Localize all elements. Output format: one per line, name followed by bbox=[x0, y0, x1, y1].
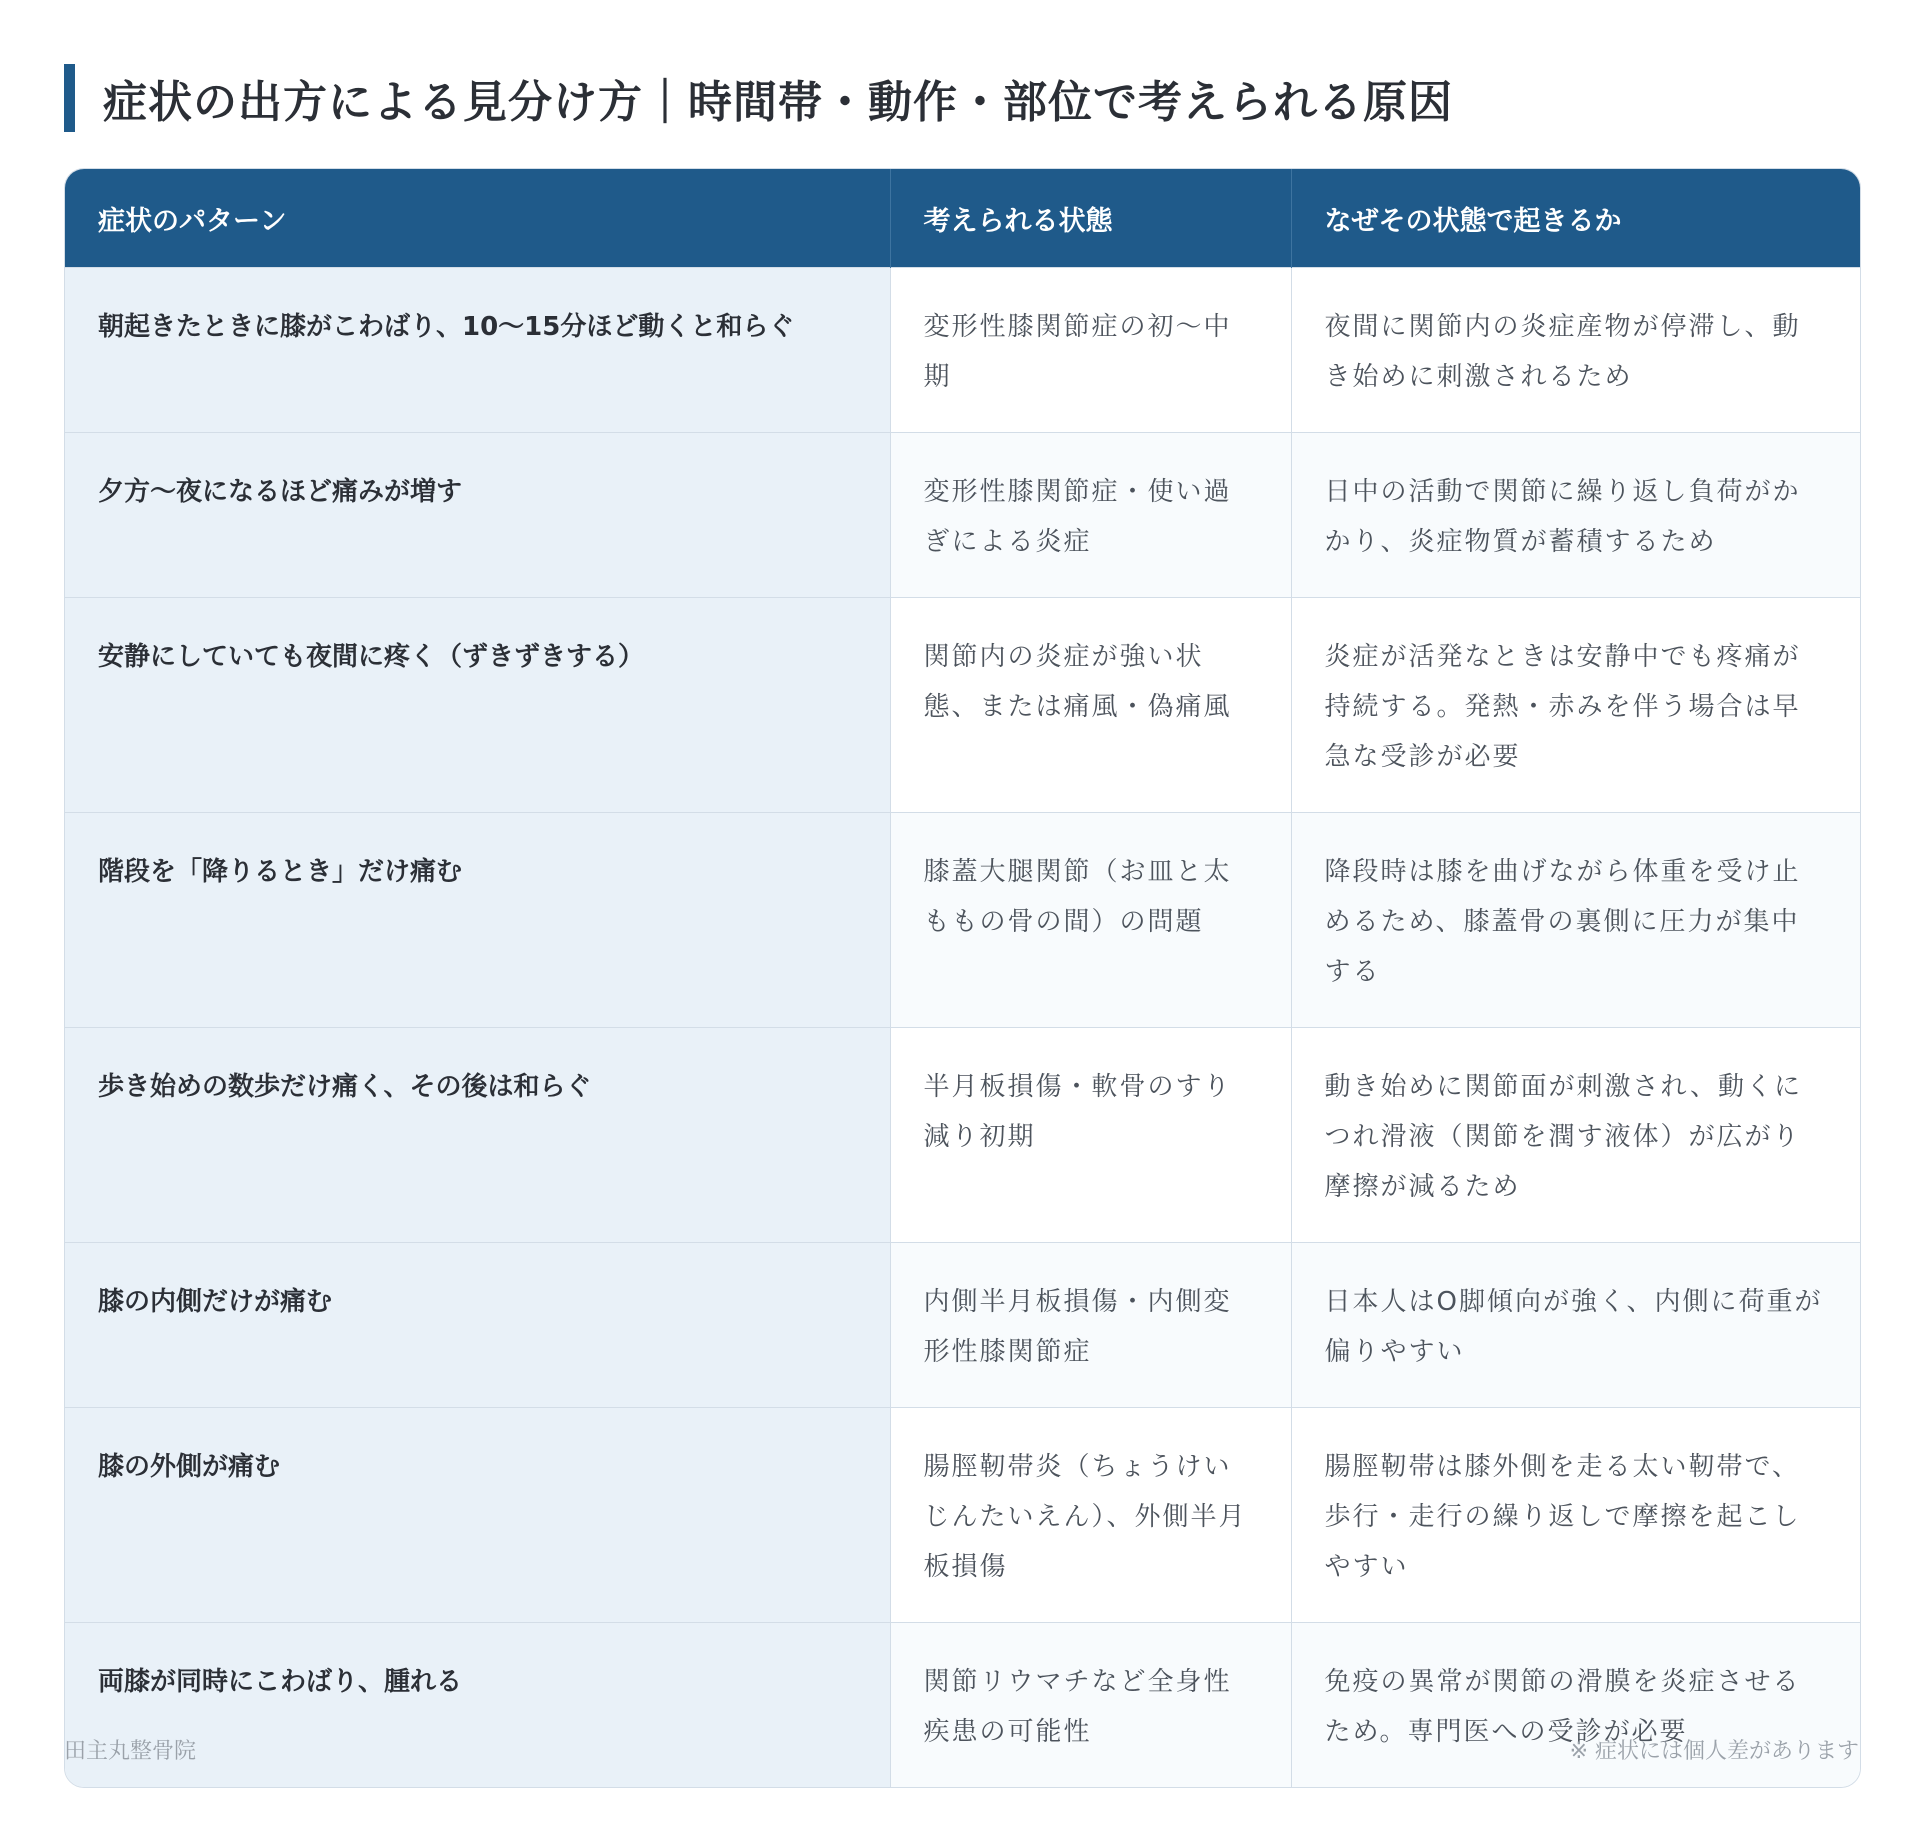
table-row bbox=[65, 1028, 1860, 1243]
reason-cell: 腸脛靭帯は膝外側を走る太い靭帯で、歩行・走行の繰り返しで摩擦を起こしやすい bbox=[1291, 1408, 1860, 1623]
footnote: ※ 症状には個人差があります bbox=[1569, 1739, 1859, 1764]
table-row bbox=[65, 268, 1860, 433]
state-cell: 膝蓋大腿関節（お皿と太ももの骨の間）の問題 bbox=[890, 813, 1291, 1028]
state-cell: 半月板損傷・軟骨のすり減り初期 bbox=[890, 1028, 1291, 1243]
table-header-row bbox=[65, 169, 1860, 268]
reason-cell: 炎症が活発なときは安静中でも疼痛が持続する。発熱・赤みを伴う場合は早急な受診が必要 bbox=[1291, 598, 1860, 813]
table-row bbox=[65, 1408, 1860, 1623]
state-cell: 変形性膝関節症の初〜中期 bbox=[890, 268, 1291, 433]
page-title: 症状の出方による見分け方｜時間帯・動作・部位で考えられる原因 bbox=[103, 77, 1453, 128]
pattern-cell: 階段を「降りるとき」だけ痛む bbox=[65, 813, 890, 1028]
state-cell: 内側半月板損傷・内側変形性膝関節症 bbox=[890, 1243, 1291, 1408]
table-row bbox=[65, 1243, 1860, 1408]
state-cell: 腸脛靭帯炎（ちょうけいじんたいえん）、外側半月板損傷 bbox=[890, 1408, 1291, 1623]
header-reason: なぜその状態で起きるか bbox=[1291, 169, 1860, 268]
pattern-cell: 両膝が同時にこわばり、腫れる bbox=[65, 1623, 890, 1788]
pattern-cell: 歩き始めの数歩だけ痛く、その後は和らぐ bbox=[65, 1028, 890, 1243]
table-row bbox=[65, 813, 1860, 1028]
header-state: 考えられる状態 bbox=[890, 169, 1291, 268]
symptom-table bbox=[64, 168, 1861, 1788]
reason-cell: 免疫の異常が関節の滑膜を炎症させるため。専門医への受診が必要 bbox=[1291, 1623, 1860, 1788]
pattern-cell: 朝起きたときに膝がこわばり、10〜15分ほど動くと和らぐ bbox=[65, 268, 890, 433]
pattern-cell: 夕方〜夜になるほど痛みが増す bbox=[65, 433, 890, 598]
pattern-cell: 安静にしていても夜間に疼く（ずきずきする） bbox=[65, 598, 890, 813]
reason-cell: 動き始めに関節面が刺激され、動くにつれ滑液（関節を潤す液体）が広がり摩擦が減るため bbox=[1291, 1028, 1860, 1243]
clinic-name: 田主丸整骨院 bbox=[64, 1739, 197, 1764]
reason-cell: 日本人はO脚傾向が強く、内側に荷重が偏りやすい bbox=[1291, 1243, 1860, 1408]
state-cell: 関節内の炎症が強い状態、または痛風・偽痛風 bbox=[890, 598, 1291, 813]
pattern-cell: 膝の内側だけが痛む bbox=[65, 1243, 890, 1408]
header-pattern: 症状のパターン bbox=[65, 169, 890, 268]
state-cell: 変形性膝関節症・使い過ぎによる炎症 bbox=[890, 433, 1291, 598]
title-accent-bar bbox=[64, 64, 75, 132]
pattern-cell: 膝の外側が痛む bbox=[65, 1408, 890, 1623]
reason-cell: 降段時は膝を曲げながら体重を受け止めるため、膝蓋骨の裏側に圧力が集中する bbox=[1291, 813, 1860, 1028]
state-cell: 関節リウマチなど全身性疾患の可能性 bbox=[890, 1623, 1291, 1788]
reason-cell: 日中の活動で関節に繰り返し負荷がかかり、炎症物質が蓄積するため bbox=[1291, 433, 1860, 598]
table-row bbox=[65, 433, 1860, 598]
table-row bbox=[65, 598, 1860, 813]
title-block bbox=[64, 64, 1453, 132]
reason-cell: 夜間に関節内の炎症産物が停滞し、動き始めに刺激されるため bbox=[1291, 268, 1860, 433]
